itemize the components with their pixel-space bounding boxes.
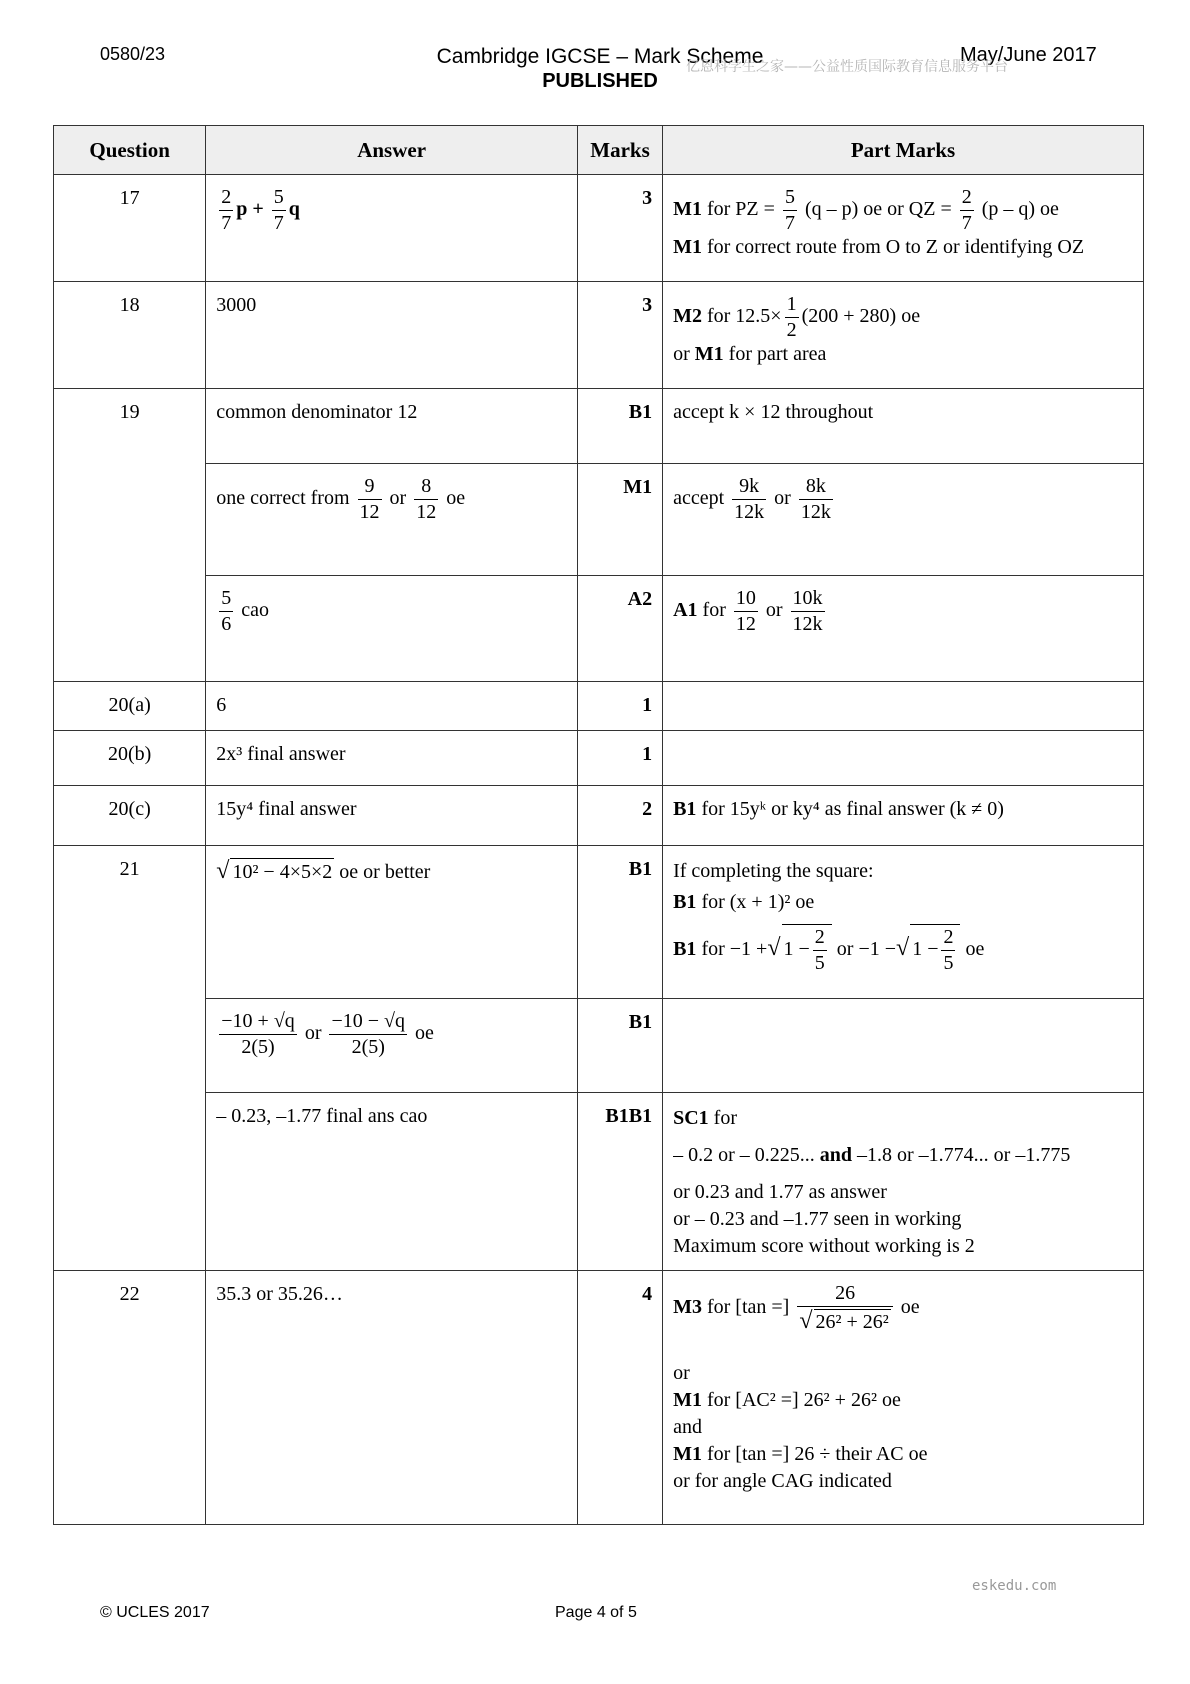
table-header-row	[54, 126, 1144, 175]
question-number: 20(c)	[54, 786, 206, 846]
table-row	[54, 731, 1144, 786]
table-row	[54, 282, 1144, 389]
table-row	[54, 999, 1144, 1093]
question-number: 22	[54, 1271, 206, 1525]
marks-cell: B1	[577, 389, 662, 464]
marks-cell: M1	[577, 464, 662, 576]
marks-cell: 1	[577, 731, 662, 786]
part-marks-cell	[663, 682, 1144, 731]
part-marks-cell: SC1 for – 0.2 or – 0.225... and –1.8 or –1.774... or –1.775 or 0.23 and 1.77 as answer or – 0.23 and –1.77 seen in working Maximum score without working is 2	[663, 1093, 1144, 1271]
table-row	[54, 576, 1144, 682]
part-marks-cell: accept k × 12 throughout	[663, 389, 1144, 464]
part-marks-cell	[663, 731, 1144, 786]
fraction: $\frac{2}{7}$	[221, 186, 232, 234]
answer-cell: – 0.23, –1.77 final ans cao	[206, 1093, 578, 1271]
marks-cell: 3	[577, 175, 662, 282]
col-answer: Answer	[206, 126, 578, 175]
table-row	[54, 389, 1144, 464]
mark-scheme-table	[53, 125, 1144, 1525]
table-row	[54, 846, 1144, 999]
part-marks-cell: M3 for [tan =] $\frac{26}{\text{√ 26² + 26²}}$ oe or M1 for [AC² =] 26² + 26² oe and M1 for [tan =] 26 ÷ their AC oe or for angle CAG indicated	[663, 1271, 1144, 1525]
part-marks-cell	[663, 999, 1144, 1093]
marks-cell: 2	[577, 786, 662, 846]
site-watermark: eskedu.com	[972, 1578, 1057, 1594]
table-row	[54, 175, 1144, 282]
answer-cell: common denominator 12	[206, 389, 578, 464]
marks-cell: B1	[577, 846, 662, 999]
answer-cell: $\frac{2}{7}$ p + $\frac{5}{7}$ q	[206, 175, 578, 282]
part-marks-cell: If completing the square: B1 for (x + 1)² oe B1 for −1 +√ 1 − $\frac{2}{5}$ or −1 −√ 1 − $\frac{2}{5}$ oe	[663, 846, 1144, 999]
part-marks-cell: A1 for $\frac{10}{12}$ or $\frac{10k}{12k}$	[663, 576, 1144, 682]
table-row	[54, 786, 1144, 846]
table-row	[54, 682, 1144, 731]
copyright: © UCLES 2017	[100, 1604, 210, 1621]
answer-cell: √ 10² − 4×5×2 oe or better	[206, 846, 578, 999]
col-question: Question	[54, 126, 206, 175]
part-marks-cell: B1 for 15yᵏ or ky⁴ as final answer (k ≠ 0)	[663, 786, 1144, 846]
table-row	[54, 1093, 1144, 1271]
answer-cell: 3000	[206, 282, 578, 389]
watermark-text: 亿恩科学生之家——公益性质国际教育信息服务平台	[686, 59, 1008, 75]
marks-cell: B1B1	[577, 1093, 662, 1271]
part-marks-cell: accept $\frac{9k}{12k}$ or $\frac{8k}{12k}$	[663, 464, 1144, 576]
answer-cell: 35.3 or 35.26…	[206, 1271, 578, 1525]
answer-cell: $\frac{-10 + √q}{2(5)}$ or $\frac{-10 - √q}{2(5)}$ oe	[206, 999, 578, 1093]
fraction: $\frac{5}{7}$	[273, 186, 284, 234]
question-number: 17	[54, 175, 206, 282]
question-number: 18	[54, 282, 206, 389]
page-number: Page 4 of 5	[555, 1604, 637, 1621]
marks-cell: A2	[577, 576, 662, 682]
published-label: PUBLISHED	[542, 70, 658, 92]
marks-cell: B1	[577, 999, 662, 1093]
answer-cell: one correct from $\frac{9}{12}$ or $\frac{8}{12}$ oe	[206, 464, 578, 576]
paper-code: 0580/23	[100, 44, 166, 64]
col-marks: Marks	[577, 126, 662, 175]
marks-cell: 4	[577, 1271, 662, 1525]
answer-cell: 2x³ final answer	[206, 731, 578, 786]
table-row	[54, 1271, 1144, 1525]
answer-cell: $\frac{5}{6}$ cao	[206, 576, 578, 682]
marks-cell: 1	[577, 682, 662, 731]
answer-cell: 6	[206, 682, 578, 731]
question-number: 19	[54, 389, 206, 682]
answer-cell: 15y⁴ final answer	[206, 786, 578, 846]
marks-cell: 3	[577, 282, 662, 389]
question-number: 21	[54, 846, 206, 1271]
part-marks-cell: M2 for 12.5× $\frac{1}{2}$ (200 + 280) oe or M1 for part area	[663, 282, 1144, 389]
col-part-marks: Part Marks	[663, 126, 1144, 175]
part-marks-cell: M1 for PZ = $\frac{5}{7}$ (q – p) oe or QZ = $\frac{2}{7}$ (p – q) oe M1 for correct route from O to Z or identifying OZ	[663, 175, 1144, 282]
question-number: 20(a)	[54, 682, 206, 731]
table-row	[54, 464, 1144, 576]
exam-session: May/June 2017	[960, 44, 1097, 66]
title: Cambridge IGCSE – Mark Scheme	[436, 45, 764, 68]
question-number: 20(b)	[54, 731, 206, 786]
